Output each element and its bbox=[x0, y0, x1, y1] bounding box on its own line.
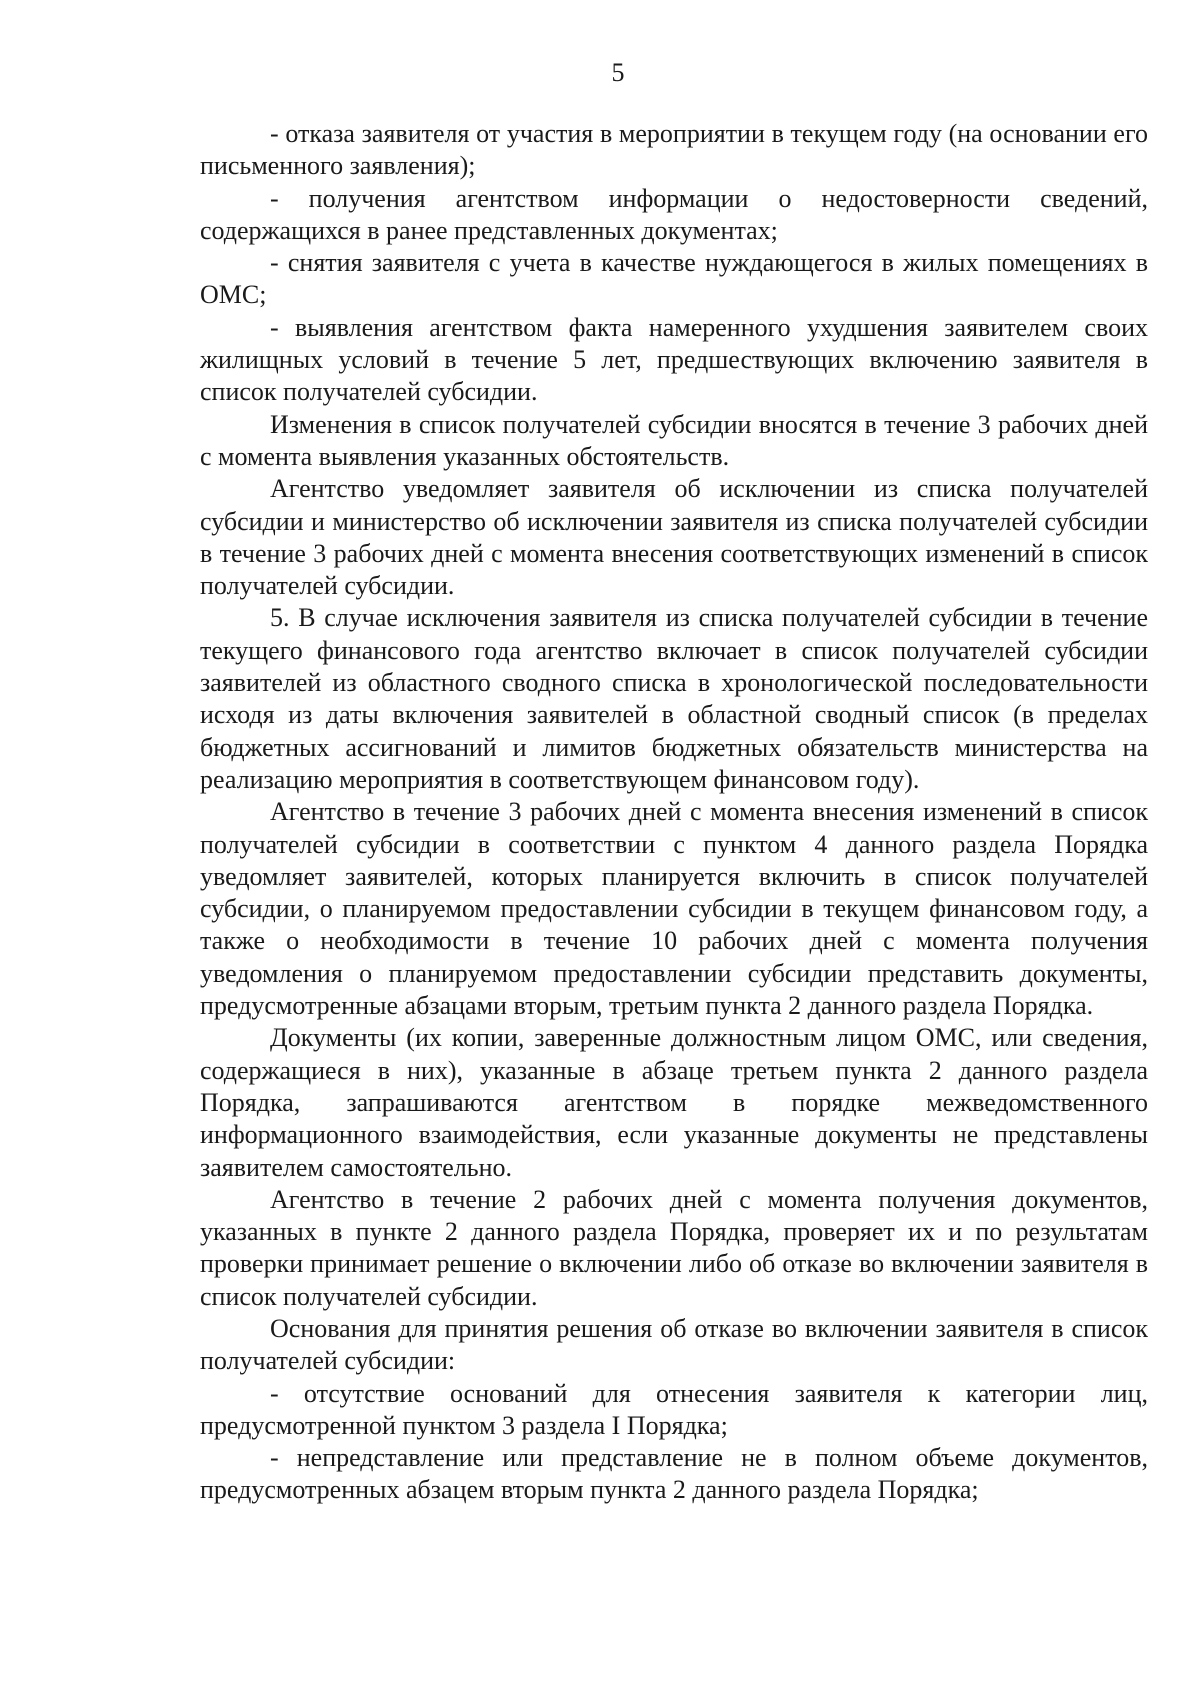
paragraph-12: - отсутствие оснований для отнесения заявителя к категории лиц, предусмотренной пунктом 3 раздела I Порядка; bbox=[200, 1378, 1148, 1440]
paragraph-9: Документы (их копии, заверенные должностным лицом ОМС, или сведения, содержащиеся в них), указанные в абзаце третьем пункта 2 данного раздела Порядка, запрашиваются агентством в порядке межведомственного информационного взаимодействия, если указанные документы не представлены заявителем самостоятельно. bbox=[200, 1023, 1148, 1182]
paragraph-6: Агентство уведомляет заявителя об исключении из списка получателей субсидии и министерство об исключении заявителя из списка получателей субсидии в течение 3 рабочих дней с момента внесения соответствующих изменений в список получателей субсидии. bbox=[200, 474, 1148, 601]
paragraph-10: Агентство в течение 2 рабочих дней с момента получения документов, указанных в пункте 2 данного раздела Порядка, проверяет их и по результатам проверки принимает решение о включении либо об отказе во включении заявителя в список получателей субсидии. bbox=[200, 1184, 1148, 1311]
paragraph-13: - непредставление или представление не в полном объеме документов, предусмотренных абзацем вторым пункта 2 данного раздела Порядка; bbox=[200, 1443, 1148, 1505]
paragraph-5: Изменения в список получателей субсидии вносятся в течение 3 рабочих дней с момента выявления указанных обстоятельств. bbox=[200, 409, 1148, 471]
paragraph-7: 5. В случае исключения заявителя из списка получателей субсидии в течение текущего финансового года агентство включает в список получателей субсидии заявителей из областного сводного списка в хронологической последовательности исходя из даты включения заявителей в областной сводный список (в пределах бюджетных ассигнований и лимитов бюджетных обязательств министерства на реализацию мероприятия в соответствующем финансовом году). bbox=[200, 603, 1148, 794]
paragraph-8: Агентство в течение 3 рабочих дней с момента внесения изменений в список получателей субсидии в соответствии с пунктом 4 данного раздела Порядка уведомляет заявителей, которых планируется включить в список получателей субсидии, о планируемом предоставлении субсидии в текущем финансовом году, а также о необходимости в течение 10 рабочих дней с момента получения уведомления о планируемом предоставлении субсидии представить документы, предусмотренные абзацами вторым, третьим пункта 2 данного раздела Порядка. bbox=[200, 797, 1148, 1021]
paragraph-1: - отказа заявителя от участия в мероприятии в текущем году (на основании его письменного заявления); bbox=[200, 119, 1148, 181]
paragraph-11: Основания для принятия решения об отказе во включении заявителя в список получателей субсидии: bbox=[200, 1313, 1148, 1376]
paragraph-2: - получения агентством информации о недостоверности сведений, содержащихся в ранее представленных документах; bbox=[200, 183, 1148, 245]
paragraph-3: - снятия заявителя с учета в качестве нуждающегося в жилых помещениях в ОМС; bbox=[200, 248, 1148, 310]
document-body bbox=[200, 118, 1148, 1507]
paragraph-4: - выявления агентством факта намеренного ухудшения заявителем своих жилищных условий в течение 5 лет, предшествующих включению заявителя в список получателей субсидии. bbox=[200, 312, 1148, 407]
page-number: 5 bbox=[611, 58, 625, 87]
